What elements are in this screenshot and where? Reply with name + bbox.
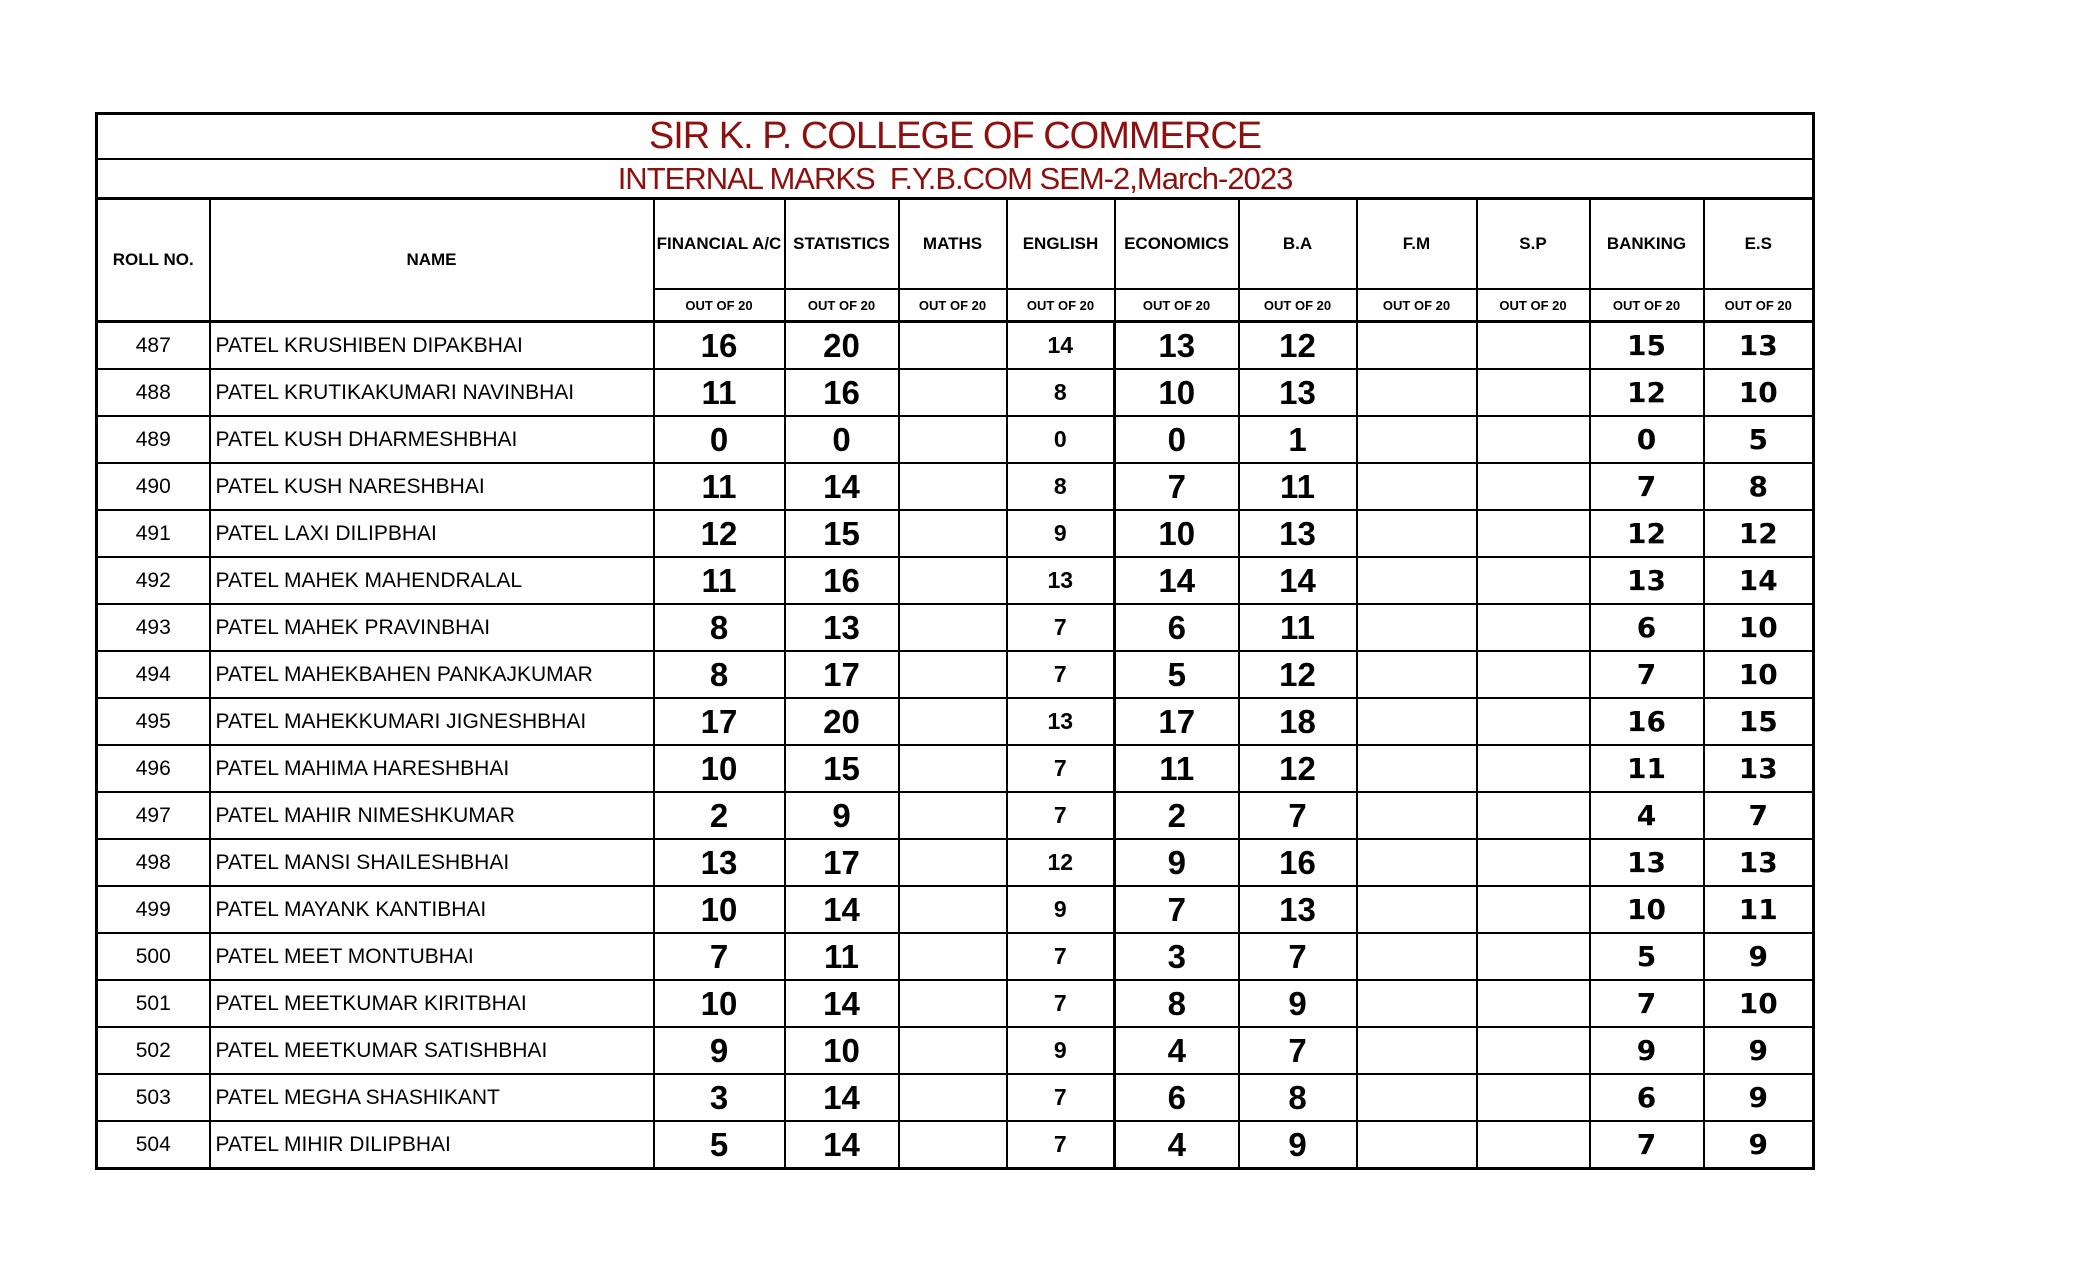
mark-cell-sp bbox=[1477, 745, 1590, 792]
mark-cell-banking: 15 bbox=[1590, 322, 1704, 370]
mark-cell-economics: 0 bbox=[1115, 416, 1239, 463]
mark-cell-ba: 11 bbox=[1239, 604, 1357, 651]
column-header-financial-ac: FINANCIAL A/C bbox=[654, 199, 785, 290]
roll-no-cell: 499 bbox=[97, 886, 210, 933]
mark-cell-sp bbox=[1477, 698, 1590, 745]
mark-cell-fm bbox=[1357, 745, 1477, 792]
mark-cell-english: 9 bbox=[1007, 886, 1115, 933]
mark-cell-economics: 6 bbox=[1115, 1074, 1239, 1121]
student-name-cell: PATEL MEET MONTUBHAI bbox=[210, 933, 654, 980]
mark-cell-english: 8 bbox=[1007, 463, 1115, 510]
mark-cell-banking: 0 bbox=[1590, 416, 1704, 463]
student-name-cell: PATEL MAHEK MAHENDRALAL bbox=[210, 557, 654, 604]
mark-cell-english: 14 bbox=[1007, 322, 1115, 370]
mark-cell-financial-ac: 11 bbox=[654, 463, 785, 510]
mark-cell-maths bbox=[899, 1121, 1007, 1169]
mark-cell-es: 11 bbox=[1704, 886, 1814, 933]
mark-cell-fm bbox=[1357, 886, 1477, 933]
mark-cell-financial-ac: 8 bbox=[654, 604, 785, 651]
roll-no-cell: 496 bbox=[97, 745, 210, 792]
column-header-statistics: STATISTICS bbox=[785, 199, 899, 290]
mark-cell-financial-ac: 10 bbox=[654, 745, 785, 792]
mark-cell-ba: 18 bbox=[1239, 698, 1357, 745]
table-row bbox=[97, 1074, 1814, 1121]
mark-cell-es: 9 bbox=[1704, 1074, 1814, 1121]
mark-cell-fm bbox=[1357, 604, 1477, 651]
mark-cell-sp bbox=[1477, 369, 1590, 416]
mark-cell-es: 8 bbox=[1704, 463, 1814, 510]
student-name-cell: PATEL MAHIMA HARESHBHAI bbox=[210, 745, 654, 792]
mark-cell-sp bbox=[1477, 980, 1590, 1027]
mark-cell-banking: 16 bbox=[1590, 698, 1704, 745]
mark-cell-fm bbox=[1357, 839, 1477, 886]
mark-cell-es: 13 bbox=[1704, 839, 1814, 886]
mark-cell-fm bbox=[1357, 980, 1477, 1027]
mark-cell-economics: 5 bbox=[1115, 651, 1239, 698]
mark-cell-fm bbox=[1357, 510, 1477, 557]
mark-cell-statistics: 17 bbox=[785, 839, 899, 886]
table-row bbox=[97, 463, 1814, 510]
column-header-fm: F.M bbox=[1357, 199, 1477, 290]
table-header bbox=[97, 114, 1814, 322]
out-of-label: OUT OF 20 bbox=[1357, 289, 1477, 322]
mark-cell-economics: 17 bbox=[1115, 698, 1239, 745]
mark-cell-financial-ac: 12 bbox=[654, 510, 785, 557]
mark-cell-es: 5 bbox=[1704, 416, 1814, 463]
mark-cell-financial-ac: 5 bbox=[654, 1121, 785, 1169]
mark-cell-ba: 14 bbox=[1239, 557, 1357, 604]
mark-cell-maths bbox=[899, 980, 1007, 1027]
marks-sheet bbox=[95, 112, 1815, 1170]
mark-cell-sp bbox=[1477, 604, 1590, 651]
table-row bbox=[97, 322, 1814, 370]
mark-cell-sp bbox=[1477, 1027, 1590, 1074]
out-of-label: OUT OF 20 bbox=[1007, 289, 1115, 322]
mark-cell-financial-ac: 0 bbox=[654, 416, 785, 463]
mark-cell-banking: 13 bbox=[1590, 557, 1704, 604]
table-row bbox=[97, 557, 1814, 604]
roll-no-cell: 489 bbox=[97, 416, 210, 463]
student-name-cell: PATEL MEETKUMAR SATISHBHAI bbox=[210, 1027, 654, 1074]
mark-cell-ba: 7 bbox=[1239, 933, 1357, 980]
mark-cell-economics: 10 bbox=[1115, 369, 1239, 416]
mark-cell-fm bbox=[1357, 792, 1477, 839]
student-name-cell: PATEL MEGHA SHASHIKANT bbox=[210, 1074, 654, 1121]
mark-cell-financial-ac: 2 bbox=[654, 792, 785, 839]
mark-cell-sp bbox=[1477, 886, 1590, 933]
mark-cell-fm bbox=[1357, 651, 1477, 698]
column-header-banking: BANKING bbox=[1590, 199, 1704, 290]
mark-cell-banking: 5 bbox=[1590, 933, 1704, 980]
table-row bbox=[97, 886, 1814, 933]
mark-cell-statistics: 10 bbox=[785, 1027, 899, 1074]
student-name-cell: PATEL MAYANK KANTIBHAI bbox=[210, 886, 654, 933]
table-row bbox=[97, 651, 1814, 698]
mark-cell-sp bbox=[1477, 416, 1590, 463]
mark-cell-ba: 1 bbox=[1239, 416, 1357, 463]
roll-no-cell: 490 bbox=[97, 463, 210, 510]
mark-cell-fm bbox=[1357, 463, 1477, 510]
column-header-name: NAME bbox=[210, 199, 654, 322]
mark-cell-english: 7 bbox=[1007, 792, 1115, 839]
mark-cell-sp bbox=[1477, 792, 1590, 839]
mark-cell-banking: 6 bbox=[1590, 1074, 1704, 1121]
mark-cell-fm bbox=[1357, 1074, 1477, 1121]
mark-cell-statistics: 16 bbox=[785, 369, 899, 416]
mark-cell-english: 13 bbox=[1007, 557, 1115, 604]
roll-no-cell: 501 bbox=[97, 980, 210, 1027]
roll-no-cell: 497 bbox=[97, 792, 210, 839]
mark-cell-statistics: 9 bbox=[785, 792, 899, 839]
mark-cell-banking: 7 bbox=[1590, 1121, 1704, 1169]
mark-cell-financial-ac: 9 bbox=[654, 1027, 785, 1074]
out-of-label: OUT OF 20 bbox=[654, 289, 785, 322]
mark-cell-fm bbox=[1357, 933, 1477, 980]
table-row bbox=[97, 1121, 1814, 1169]
mark-cell-fm bbox=[1357, 698, 1477, 745]
column-header-row bbox=[97, 199, 1814, 290]
column-header-english: ENGLISH bbox=[1007, 199, 1115, 290]
mark-cell-ba: 13 bbox=[1239, 369, 1357, 416]
roll-no-cell: 500 bbox=[97, 933, 210, 980]
student-name-cell: PATEL MIHIR DILIPBHAI bbox=[210, 1121, 654, 1169]
mark-cell-es: 10 bbox=[1704, 980, 1814, 1027]
mark-cell-es: 10 bbox=[1704, 651, 1814, 698]
mark-cell-maths bbox=[899, 557, 1007, 604]
mark-cell-banking: 11 bbox=[1590, 745, 1704, 792]
mark-cell-fm bbox=[1357, 369, 1477, 416]
mark-cell-english: 7 bbox=[1007, 604, 1115, 651]
marks-table bbox=[95, 112, 1815, 1170]
mark-cell-english: 8 bbox=[1007, 369, 1115, 416]
mark-cell-sp bbox=[1477, 1074, 1590, 1121]
mark-cell-english: 13 bbox=[1007, 698, 1115, 745]
roll-no-cell: 498 bbox=[97, 839, 210, 886]
mark-cell-economics: 7 bbox=[1115, 463, 1239, 510]
student-name-cell: PATEL MAHEKBAHEN PANKAJKUMAR bbox=[210, 651, 654, 698]
column-header-maths: MATHS bbox=[899, 199, 1007, 290]
mark-cell-statistics: 14 bbox=[785, 1121, 899, 1169]
mark-cell-economics: 3 bbox=[1115, 933, 1239, 980]
mark-cell-sp bbox=[1477, 510, 1590, 557]
mark-cell-economics: 9 bbox=[1115, 839, 1239, 886]
mark-cell-financial-ac: 8 bbox=[654, 651, 785, 698]
out-of-label: OUT OF 20 bbox=[1115, 289, 1239, 322]
mark-cell-economics: 4 bbox=[1115, 1027, 1239, 1074]
mark-cell-english: 7 bbox=[1007, 933, 1115, 980]
column-header-economics: ECONOMICS bbox=[1115, 199, 1239, 290]
mark-cell-ba: 9 bbox=[1239, 1121, 1357, 1169]
mark-cell-financial-ac: 7 bbox=[654, 933, 785, 980]
out-of-label: OUT OF 20 bbox=[1239, 289, 1357, 322]
mark-cell-banking: 7 bbox=[1590, 651, 1704, 698]
roll-no-cell: 488 bbox=[97, 369, 210, 416]
mark-cell-es: 9 bbox=[1704, 1027, 1814, 1074]
mark-cell-financial-ac: 3 bbox=[654, 1074, 785, 1121]
table-row bbox=[97, 369, 1814, 416]
table-row bbox=[97, 416, 1814, 463]
mark-cell-maths bbox=[899, 698, 1007, 745]
sheet-title: SIR K. P. COLLEGE OF COMMERCE bbox=[97, 114, 1814, 160]
mark-cell-economics: 8 bbox=[1115, 980, 1239, 1027]
mark-cell-financial-ac: 10 bbox=[654, 980, 785, 1027]
student-name-cell: PATEL MAHEKKUMARI JIGNESHBHAI bbox=[210, 698, 654, 745]
mark-cell-es: 10 bbox=[1704, 604, 1814, 651]
mark-cell-maths bbox=[899, 839, 1007, 886]
mark-cell-statistics: 13 bbox=[785, 604, 899, 651]
mark-cell-maths bbox=[899, 933, 1007, 980]
mark-cell-maths bbox=[899, 1027, 1007, 1074]
mark-cell-sp bbox=[1477, 839, 1590, 886]
mark-cell-economics: 2 bbox=[1115, 792, 1239, 839]
title-row bbox=[97, 114, 1814, 160]
mark-cell-economics: 4 bbox=[1115, 1121, 1239, 1169]
student-name-cell: PATEL KRUSHIBEN DIPAKBHAI bbox=[210, 322, 654, 370]
mark-cell-english: 0 bbox=[1007, 416, 1115, 463]
roll-no-cell: 493 bbox=[97, 604, 210, 651]
mark-cell-maths bbox=[899, 886, 1007, 933]
mark-cell-english: 7 bbox=[1007, 651, 1115, 698]
mark-cell-ba: 7 bbox=[1239, 1027, 1357, 1074]
mark-cell-ba: 13 bbox=[1239, 510, 1357, 557]
mark-cell-ba: 11 bbox=[1239, 463, 1357, 510]
mark-cell-maths bbox=[899, 792, 1007, 839]
mark-cell-es: 15 bbox=[1704, 698, 1814, 745]
mark-cell-statistics: 15 bbox=[785, 510, 899, 557]
table-row bbox=[97, 980, 1814, 1027]
mark-cell-statistics: 20 bbox=[785, 322, 899, 370]
student-name-cell: PATEL KUSH NARESHBHAI bbox=[210, 463, 654, 510]
roll-no-cell: 502 bbox=[97, 1027, 210, 1074]
mark-cell-statistics: 11 bbox=[785, 933, 899, 980]
column-header-sp: S.P bbox=[1477, 199, 1590, 290]
sheet-subtitle: INTERNAL MARKS F.Y.B.COM SEM-2,March-2023 bbox=[97, 159, 1814, 199]
mark-cell-maths bbox=[899, 322, 1007, 370]
mark-cell-economics: 13 bbox=[1115, 322, 1239, 370]
mark-cell-economics: 7 bbox=[1115, 886, 1239, 933]
mark-cell-ba: 12 bbox=[1239, 651, 1357, 698]
table-row bbox=[97, 745, 1814, 792]
student-name-cell: PATEL KUSH DHARMESHBHAI bbox=[210, 416, 654, 463]
mark-cell-english: 9 bbox=[1007, 1027, 1115, 1074]
mark-cell-banking: 7 bbox=[1590, 980, 1704, 1027]
mark-cell-maths bbox=[899, 416, 1007, 463]
mark-cell-banking: 6 bbox=[1590, 604, 1704, 651]
mark-cell-english: 7 bbox=[1007, 1074, 1115, 1121]
mark-cell-statistics: 0 bbox=[785, 416, 899, 463]
mark-cell-financial-ac: 11 bbox=[654, 557, 785, 604]
table-row bbox=[97, 698, 1814, 745]
mark-cell-es: 14 bbox=[1704, 557, 1814, 604]
roll-no-cell: 495 bbox=[97, 698, 210, 745]
mark-cell-banking: 4 bbox=[1590, 792, 1704, 839]
column-header-ba: B.A bbox=[1239, 199, 1357, 290]
mark-cell-statistics: 14 bbox=[785, 980, 899, 1027]
mark-cell-banking: 13 bbox=[1590, 839, 1704, 886]
mark-cell-statistics: 15 bbox=[785, 745, 899, 792]
roll-no-cell: 494 bbox=[97, 651, 210, 698]
mark-cell-financial-ac: 16 bbox=[654, 322, 785, 370]
out-of-label: OUT OF 20 bbox=[899, 289, 1007, 322]
student-name-cell: PATEL MEETKUMAR KIRITBHAI bbox=[210, 980, 654, 1027]
table-row bbox=[97, 839, 1814, 886]
student-name-cell: PATEL KRUTIKAKUMARI NAVINBHAI bbox=[210, 369, 654, 416]
mark-cell-sp bbox=[1477, 322, 1590, 370]
mark-cell-maths bbox=[899, 745, 1007, 792]
mark-cell-es: 7 bbox=[1704, 792, 1814, 839]
mark-cell-maths bbox=[899, 369, 1007, 416]
mark-cell-ba: 9 bbox=[1239, 980, 1357, 1027]
mark-cell-financial-ac: 10 bbox=[654, 886, 785, 933]
table-row bbox=[97, 604, 1814, 651]
mark-cell-sp bbox=[1477, 933, 1590, 980]
mark-cell-maths bbox=[899, 604, 1007, 651]
mark-cell-english: 7 bbox=[1007, 745, 1115, 792]
column-header-es: E.S bbox=[1704, 199, 1814, 290]
mark-cell-economics: 10 bbox=[1115, 510, 1239, 557]
mark-cell-fm bbox=[1357, 557, 1477, 604]
mark-cell-financial-ac: 17 bbox=[654, 698, 785, 745]
marks-tbody bbox=[97, 322, 1814, 1169]
mark-cell-es: 9 bbox=[1704, 1121, 1814, 1169]
mark-cell-financial-ac: 11 bbox=[654, 369, 785, 416]
mark-cell-statistics: 20 bbox=[785, 698, 899, 745]
mark-cell-ba: 12 bbox=[1239, 322, 1357, 370]
roll-no-cell: 492 bbox=[97, 557, 210, 604]
mark-cell-financial-ac: 13 bbox=[654, 839, 785, 886]
mark-cell-es: 13 bbox=[1704, 745, 1814, 792]
mark-cell-es: 12 bbox=[1704, 510, 1814, 557]
mark-cell-english: 7 bbox=[1007, 980, 1115, 1027]
mark-cell-english: 12 bbox=[1007, 839, 1115, 886]
roll-no-cell: 504 bbox=[97, 1121, 210, 1169]
mark-cell-economics: 14 bbox=[1115, 557, 1239, 604]
mark-cell-fm bbox=[1357, 1027, 1477, 1074]
table-row bbox=[97, 1027, 1814, 1074]
mark-cell-fm bbox=[1357, 322, 1477, 370]
mark-cell-statistics: 14 bbox=[785, 463, 899, 510]
table-row bbox=[97, 933, 1814, 980]
mark-cell-banking: 10 bbox=[1590, 886, 1704, 933]
mark-cell-maths bbox=[899, 463, 1007, 510]
mark-cell-economics: 11 bbox=[1115, 745, 1239, 792]
mark-cell-es: 13 bbox=[1704, 322, 1814, 370]
mark-cell-ba: 8 bbox=[1239, 1074, 1357, 1121]
subtitle-row bbox=[97, 159, 1814, 199]
mark-cell-english: 7 bbox=[1007, 1121, 1115, 1169]
student-name-cell: PATEL MAHEK PRAVINBHAI bbox=[210, 604, 654, 651]
mark-cell-ba: 16 bbox=[1239, 839, 1357, 886]
mark-cell-sp bbox=[1477, 557, 1590, 604]
student-name-cell: PATEL LAXI DILIPBHAI bbox=[210, 510, 654, 557]
column-header-roll-no: ROLL NO. bbox=[97, 199, 210, 322]
out-of-label: OUT OF 20 bbox=[1704, 289, 1814, 322]
student-name-cell: PATEL MAHIR NIMESHKUMAR bbox=[210, 792, 654, 839]
mark-cell-sp bbox=[1477, 651, 1590, 698]
out-of-label: OUT OF 20 bbox=[1590, 289, 1704, 322]
table-row bbox=[97, 510, 1814, 557]
mark-cell-es: 9 bbox=[1704, 933, 1814, 980]
mark-cell-statistics: 16 bbox=[785, 557, 899, 604]
mark-cell-statistics: 14 bbox=[785, 886, 899, 933]
mark-cell-ba: 7 bbox=[1239, 792, 1357, 839]
mark-cell-ba: 12 bbox=[1239, 745, 1357, 792]
mark-cell-banking: 9 bbox=[1590, 1027, 1704, 1074]
mark-cell-maths bbox=[899, 1074, 1007, 1121]
mark-cell-ba: 13 bbox=[1239, 886, 1357, 933]
student-name-cell: PATEL MANSI SHAILESHBHAI bbox=[210, 839, 654, 886]
roll-no-cell: 487 bbox=[97, 322, 210, 370]
mark-cell-fm bbox=[1357, 1121, 1477, 1169]
out-of-label: OUT OF 20 bbox=[1477, 289, 1590, 322]
mark-cell-statistics: 14 bbox=[785, 1074, 899, 1121]
out-of-label: OUT OF 20 bbox=[785, 289, 899, 322]
roll-no-cell: 503 bbox=[97, 1074, 210, 1121]
mark-cell-maths bbox=[899, 510, 1007, 557]
mark-cell-english: 9 bbox=[1007, 510, 1115, 557]
mark-cell-maths bbox=[899, 651, 1007, 698]
table-row bbox=[97, 792, 1814, 839]
mark-cell-banking: 7 bbox=[1590, 463, 1704, 510]
roll-no-cell: 491 bbox=[97, 510, 210, 557]
mark-cell-es: 10 bbox=[1704, 369, 1814, 416]
mark-cell-banking: 12 bbox=[1590, 369, 1704, 416]
mark-cell-sp bbox=[1477, 1121, 1590, 1169]
mark-cell-sp bbox=[1477, 463, 1590, 510]
mark-cell-statistics: 17 bbox=[785, 651, 899, 698]
mark-cell-banking: 12 bbox=[1590, 510, 1704, 557]
mark-cell-fm bbox=[1357, 416, 1477, 463]
mark-cell-economics: 6 bbox=[1115, 604, 1239, 651]
